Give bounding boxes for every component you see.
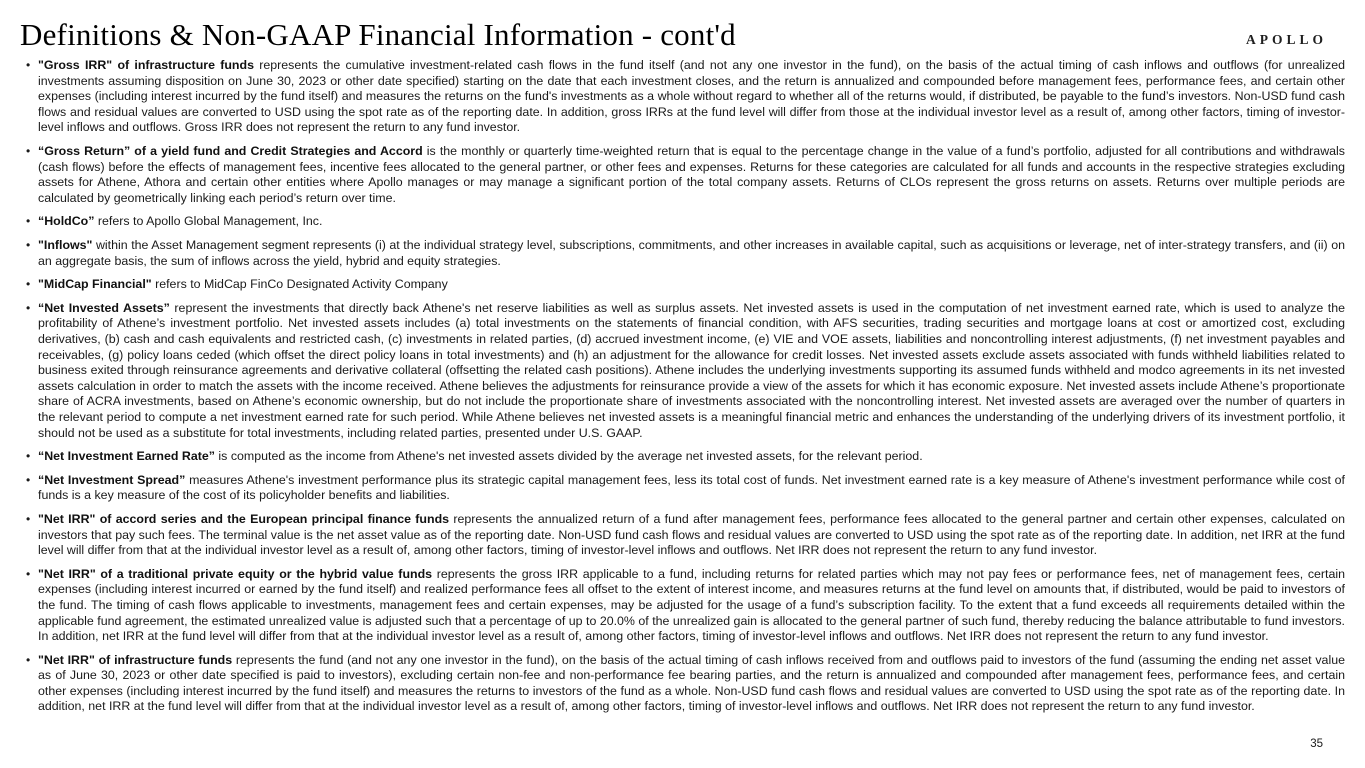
definition-term: "Net IRR" of infrastructure funds — [38, 652, 233, 667]
definition-text: is computed as the income from Athene's net invested assets divided by the average net invested assets, for the relevant period. — [218, 449, 923, 464]
definition-item-gross-return — [20, 144, 1345, 206]
definition-item-net-invested-assets — [20, 301, 1345, 441]
definition-text: represents the gross IRR applicable to a fund, including returns for related parties which may not pay fees or performance fees, net of management fees, certain expenses (including interest incurred or earned by the fund itself) and realized performance fees all offset to the extent of interest income, and measures returns at the fund level on amounts that, if distributed, would be paid to investors of the fund. The timing of cash flows applicable to investments, management fees and certain expenses, may be adjusted for the usage of a fund’s subscription facility. To the extent that a fund exceeds all requirements detailed within the applicable fund agreement, the estimated unrealized value is adjusted such that a percentage of up to 20.0% of the unrealized gain is allocated to the general partner of such fund, thereby reducing the balance attributable to fund investors. In addition, net IRR at the fund level will differ from that at the individual investor level as a result of, among other factors, timing of investor-level inflows and outflows. Net IRR does not represent the return to any fund investor. — [38, 566, 1346, 644]
definition-item-net-irr-infrastructure — [20, 653, 1345, 715]
definition-term: "Net IRR" of accord series and the European principal finance funds — [38, 511, 450, 526]
definition-item-net-investment-earned-rate — [20, 449, 1345, 465]
page-number: 35 — [1310, 738, 1323, 750]
definition-term: “Net Investment Earned Rate” — [38, 449, 215, 464]
definition-text: represents the fund (and not any one investor in the fund), on the basis of the actual timing of cash inflows received from and outflows paid to investors of the fund (assuming the ending net asset value as of June 30, 2023 or other date specified is paid to investors), excluding certain non-fee and non-performance fee bearing parties, and the return is annualized and compounded after management fees, performance fees, and certain other expenses (including interest incurred by the fund itself) and measures the returns to investors of the fund as a whole. Non-USD fund cash flows and residual values are converted to USD using the spot rate as of the reporting date. In addition, net IRR at the fund level will differ from that at the individual investor level as a result of, among other factors, timing of investor-level inflows and outflows. Net IRR does not represent the return to any fund investor. — [38, 652, 1345, 714]
definition-term: "Inflows" — [38, 238, 93, 253]
bullet-icon: • — [26, 652, 31, 667]
definition-item-net-irr-private-equity — [20, 567, 1345, 645]
definition-text: represents the annualized return of a fund after management fees, performance fees allocated to the general partner and certain other expenses, calculated on investors that pay such fees. The terminal value is the net asset value as of the reporting date. Non-USD fund cash flows and residual values are converted to USD using the spot rate as of the reporting date. In addition, net IRR at the fund level will differ from that at the individual investor level as a result of, among other factors, timing of investor-level inflows and outflows. Net IRR does not represent the return to any fund investor. — [38, 511, 1345, 558]
definition-item-net-irr-accord — [20, 512, 1345, 559]
bullet-icon: • — [26, 144, 31, 159]
definition-term: “Net Invested Assets” — [38, 300, 170, 315]
definition-item-midcap-financial — [20, 277, 1345, 293]
bullet-icon: • — [26, 300, 31, 315]
definition-text: measures Athene's investment performance plus its strategic capital management fees, less its total cost of funds. Net investment earned rate is a key measure of Athene's investment performance while cost of funds is a key measure of the cost of its policyholder benefits and liabilities. — [38, 472, 1345, 503]
bullet-icon: • — [26, 277, 31, 292]
definition-item-net-investment-spread — [20, 473, 1345, 504]
bullet-icon: • — [26, 472, 31, 487]
bullet-icon: • — [26, 449, 31, 464]
definition-text: within the Asset Management segment represents (i) at the individual strategy level, subscriptions, commitments, and other increases in available capital, such as acquisitions or leverage, net of inter-strategy transfers, and (ii) on an aggregate basis, the sum of inflows across the yield, hybrid and equity strategies. — [38, 238, 1345, 268]
definition-text: refers to MidCap FinCo Designated Activity Company — [155, 277, 448, 292]
definition-term: “Gross Return” of a yield fund and Credit Strategies and Accord — [38, 144, 423, 159]
bullet-icon: • — [26, 238, 31, 253]
apollo-logo: APOLLO — [1245, 32, 1327, 47]
slide-header — [0, 0, 1365, 52]
definition-text: represent the investments that directly back Athene's net reserve liabilities as well as surplus assets. Net invested assets is used in the computation of net investment earned rate, which is used to analyze the profitability of Athene’s investment portfolio. Net invested assets includes (a) total investments on the statements of financial condition, with AFS securities, trading securities and mortgage loans at cost or amortized cost, excluding derivatives, (b) cash and cash equivalents and restricted cash, (c) investments in related parties, (d) accrued investment income, (e) VIE and VOE assets, liabilities and noncontrolling interest adjustments, (f) net investment payables and receivables, (g) policy loans ceded (which offset the direct policy loans in total investments) and (h) an adjustment for the allowance for credit losses. Net invested assets exclude assets associated with funds withheld liabilities related to business exited through reinsurance agreements and derivative collateral (offsetting the related cash positions). Athene includes the underlying investments supporting its assumed funds withheld and modco agreements in its net invested assets calculation in order to match the assets with the income received. Athene believes the adjustments for reinsurance provide a view of the assets for which it has economic exposure. Net invested assets include Athene’s proportionate share of ACRA investments, based on Athene’s economic ownership, but do not include the proportionate share of investments associated with the noncontrolling interest. Net invested assets are averaged over the number of quarters in the relevant period to compute a net investment earned rate for such period. While Athene believes net invested assets is a meaningful financial metric and enhances the understanding of the underlying drivers of its investment portfolio, it should not be used as a substitute for total investments, including related parties, presented under U.S. GAAP. — [38, 300, 1345, 440]
page-title: Definitions & Non-GAAP Financial Information - cont'd — [20, 17, 736, 52]
definition-text: represents the cumulative investment-related cash flows in the fund itself (and not any one investor in the fund), on the basis of the actual timing of cash inflows and outflows (for unrealized investments assuming disposition on June 30, 2023 or other date specified) starting on the date that each investment closes, and the return is annualized and compounded before management fees, performance fees, and certain other expenses (including interest incurred by the fund itself) and measures the returns on the fund's investments as a whole without regard to whether all of the returns would, if distributed, be payable to the fund’s investors. Non-USD fund cash flows and residual values are converted to USD using the spot rate as of the reporting date. In addition, gross IRRs at the fund level will differ from those at the individual investor level as a result of, among other factors, timing of investor-level inflows and outflows. Gross IRR does not represent the return to any fund investor. — [38, 58, 1345, 135]
bullet-icon: • — [26, 566, 31, 581]
definitions-list — [0, 58, 1365, 715]
definition-text: is the monthly or quarterly time-weighted return that is equal to the percentage change in the value of a fund’s portfolio, adjusted for all contributions and withdrawals (cash flows) before the effects of management fees, incentive fees allocated to the general partner, or other fees and expenses. Returns for these categories are calculated for all funds and accounts in the respective strategies excluding assets for Athene, Athora and certain other entities where Apollo manages or may manage a significant portion of the total company assets. Returns of CLOs represent the gross returns on assets. Returns over multiple periods are calculated by geometrically linking each period’s return over time. — [38, 144, 1345, 205]
definition-term: "MidCap Financial" — [38, 277, 152, 292]
definition-item-inflows — [20, 238, 1345, 269]
definition-term: "Gross IRR" of infrastructure funds — [38, 58, 254, 73]
definition-term: “HoldCo” — [38, 214, 95, 229]
definition-term: "Net IRR" of a traditional private equity or the hybrid value funds — [38, 566, 433, 581]
bullet-icon: • — [26, 58, 31, 73]
definition-text: refers to Apollo Global Management, Inc. — [97, 214, 323, 229]
definition-term: “Net Investment Spread” — [38, 472, 186, 487]
definition-item-gross-irr-infrastructure — [20, 58, 1345, 136]
definition-item-holdco — [20, 214, 1345, 230]
bullet-icon: • — [26, 214, 31, 229]
bullet-icon: • — [26, 511, 31, 526]
